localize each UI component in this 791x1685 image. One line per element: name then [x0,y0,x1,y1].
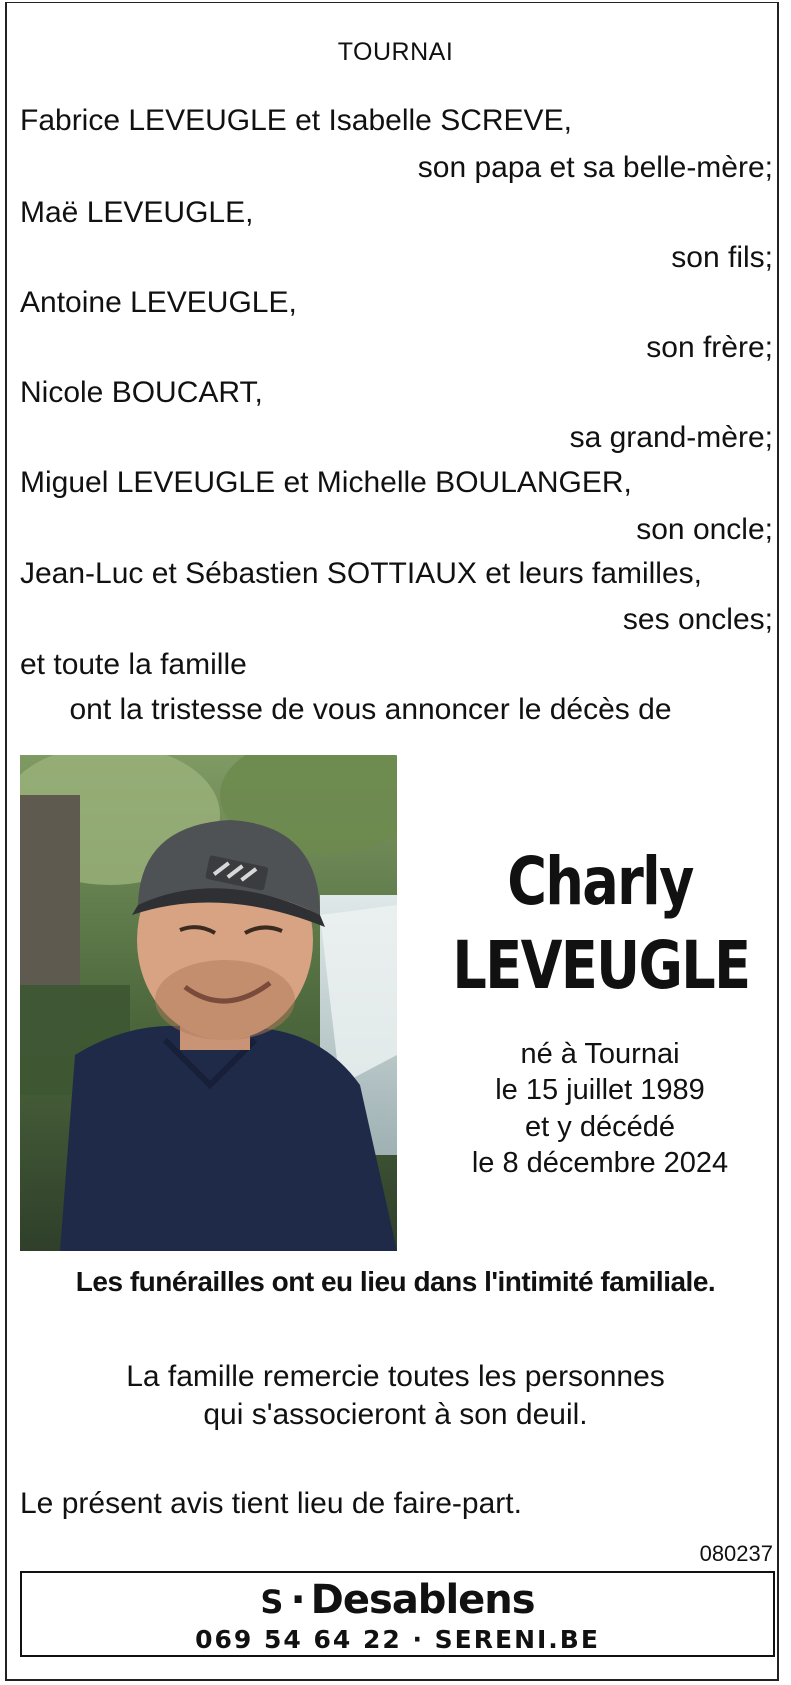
reference-number: 080237 [699,1541,773,1566]
thanks-line-2: qui s'associeront à son deuil. [203,1398,588,1431]
funeral-home-contact [22,1625,773,1655]
funeral-home-website: SERENI.BE [434,1625,600,1654]
funeral-home-box [20,1571,775,1657]
family-name-3: Antoine LEVEUGLE, [20,286,297,319]
death-date: le 8 décembre 2024 [471,1147,729,1179]
logo-dot-icon: · [290,1577,305,1623]
born-line: né à Tournai [520,1038,680,1070]
portrait-photo [20,755,397,1251]
family-name-2: Maë LEVEUGLE, [20,196,254,229]
funeral-note: Les funérailles ont eu lieu dans l'intimité familiale. [75,1266,716,1297]
birth-date: le 15 juillet 1989 [495,1074,705,1106]
family-name-1: Fabrice LEVEUGLE et Isabelle SCREVE, [20,104,572,137]
portrait-illustration [20,755,397,1251]
deceased-last-name: LEVEUGLE [452,927,750,1004]
announcement: ont la tristesse de vous annoncer le décès de [69,693,672,726]
funeral-home-name: Desablens [310,1577,535,1623]
died-line: et y décédé [525,1111,675,1143]
family-closing: et toute la famille [20,648,247,681]
city-heading: TOURNAI [337,38,454,66]
family-relation-5: son oncle; [636,513,773,546]
family-relation-6: ses oncles; [622,603,773,636]
thanks-block [0,1358,791,1434]
thanks-line-1: La famille remercie toutes les personnes [126,1360,665,1393]
family-name-4: Nicole BOUCART, [20,376,263,409]
family-relation-1: son papa et sa belle-mère; [417,151,773,184]
family-relation-3: son frère; [646,331,773,364]
deceased-first-name: Charly [507,843,693,920]
family-name-6: Jean-Luc et Sébastien SOTTIAUX et leurs familles, [20,557,702,590]
funeral-home-logo [22,1577,773,1625]
family-name-5: Miguel LEVEUGLE et Michelle BOULANGER, [20,466,632,499]
family-relation-2: son fils; [671,241,773,274]
funeral-home-phone: 069 54 64 22 [195,1625,402,1654]
family-relation-4: sa grand-mère; [569,421,773,454]
contact-dot-icon: · [412,1625,424,1654]
logo-letter: S [260,1583,283,1621]
notice-text: Le présent avis tient lieu de faire-part. [20,1487,522,1520]
